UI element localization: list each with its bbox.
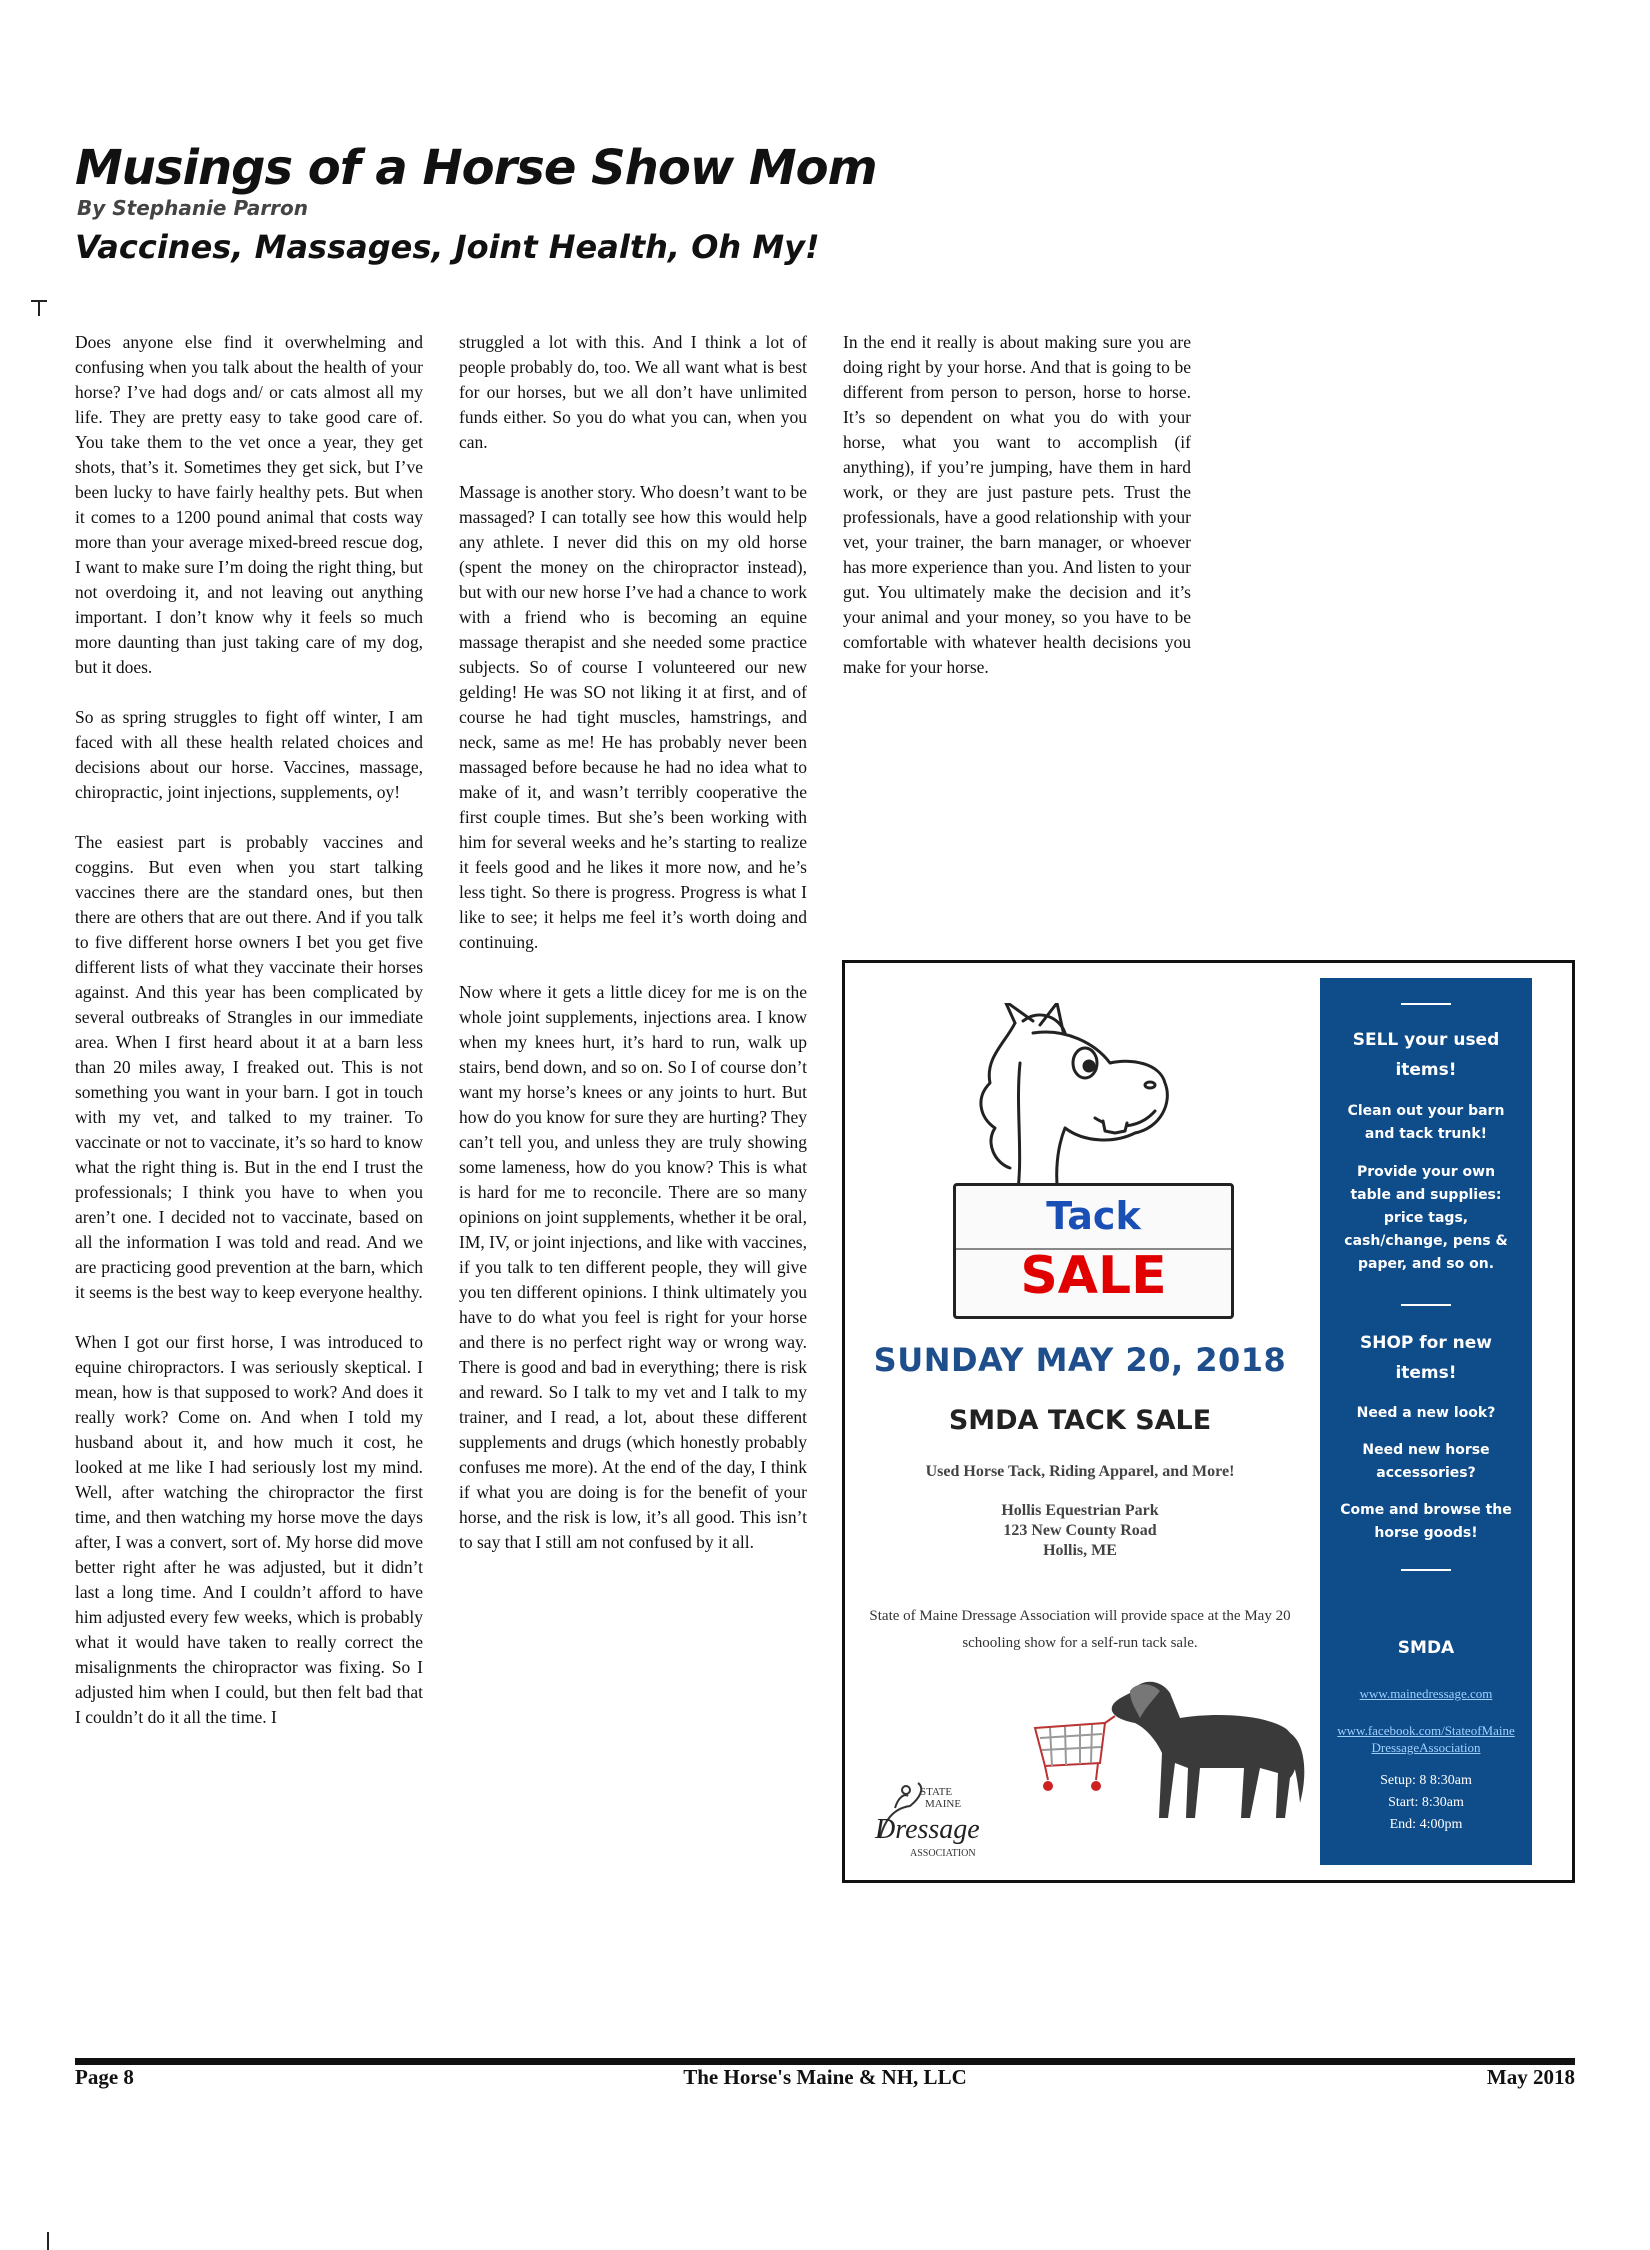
shop-text-3: Come and browse the horse goods! [1340,1502,1512,1541]
paragraph: Massage is another story. Who doesn’t want to be massaged? I can totally see how this would help any athlete. I never did this on my old horse (spent the money on the chiropractor instead), but with our new horse I’ve had a chance to work with a friend who is becoming an equine massage therapist and she needed some practice subjects. So of course I volunteered our new gelding! He was SO not liking it at first, and of course he had tight muscles, hamstrings, and neck, same as me! He has probably never been massaged before because he had no idea what to make of it, and wasn’t terribly cooperative the first couple times. But she’s been working with him for several weeks and he’s starting to realize it feels good and he likes it more now, and he’s less tight. So there is progress. Progress is what I like to see; it helps me feel it’s worth doing and continuing. [459,482,807,952]
footer-rule [75,2058,1575,2065]
logo-line-dressage: Dressage [875,1814,980,1845]
dark-horse-photo [1100,1673,1310,1823]
paragraph: In the end it really is about making sure you are doing right by your horse. And that is going to be different from person to person, horse to horse. It’s so dependent on what you do with your horse, what you want to accomplish (if anything), if you’re jumping, have them in hard work, or they are just pasture pets. Trust the professionals, have a good relationship with your vet, your trainer, the barn manager, or whoever has more experience than you. And listen to your gut. You ultimately make the decision and it’s your animal and your money, so you have to be comfortable with whatever health decisions you make for your horse. [843,332,1191,677]
paragraph: So as spring struggles to fight off winter, I am faced with all these health related choices and decisions about our horse. Vaccines, massage, chiropractic, joint injections, supplements, oy! [75,707,423,802]
paragraph: The easiest part is probably vaccines and coggins. But even when you start talking vaccines there are the standard ones, but then there are others that are out there. And if you talk to five different horse owners I bet you get five different lists of what they vaccinate their horses against. And this year has been complicated by several outbreaks of Strangles in our immediate area. When I first heard about it at a barn less than 20 miles away, I freaked out. This is not something you want in your barn. I got in touch with my vet, and talked to my trainer. To vaccinate or not to vaccinate, it’s so hard to know what the right thing is. But in the end I trust the professionals; I think you have to when you aren’t one. I decided not to vaccinate, based on all the information I was told and read. And we are practicing good prevention at the barn, which it seems is the best way to keep everyone healthy. [75,832,423,1302]
issue-date: May 2018 [1486,2065,1575,2089]
sale-heading: SMDA TACK SALE [948,1405,1212,1436]
paragraph: struggled a lot with this. And I think a lot of people probably do, too. We all want what is best for our horses, but we all don’t have unlimited funds either. So you do what you can, when you can. [459,332,807,452]
paragraph: Now where it gets a little dicey for me is on the whole joint supplements, injections area. I know when my knees hurt, it’s hard to run, walk up stairs, bend down, and so on. So I of course don’t want my horse’s knees or any joints to hurt. But how do you know for sure they are hurting? They can’t tell you, and unless they are truly showing some lameness, how do you know? This is what is hard for me to reconcile. There are so many opinions on joint supplements, whether it be oral, IM, IV, or joint injections, and like with vaccines, if you talk to ten different people, they will give you ten different opinions. I think ultimately you have to do what you feel is right for your horse and there is no perfect right way or wrong way. There is good and bad in everything; there is risk and reward. So I talk to my vet and I talk to my trainer, and I read, a lot, about these different supplements and drugs (which honestly probably confuses me more). At the end of the day, I think if what you are doing is for the benefit of your horse, and the risk is low, it’s all good. This isn’t to say that I still am not confused by it all. [459,982,807,1552]
page-number: Page 8 [75,2065,134,2089]
sell-text-2: Provide your own table and supplies: price tags, cash/change, pens & paper, and so on. [1344,1164,1508,1272]
sell-text-1: Clean out your barn and tack trunk! [1347,1103,1505,1142]
crop-mark [47,2232,49,2250]
tack-sale-advertisement [842,960,1575,1883]
venue-town: Hollis, ME [1043,1542,1117,1559]
smda-label: SMDA [1397,1638,1455,1658]
facebook-link[interactable]: www.facebook.com/StateofMaineDressageAssociation [1337,1723,1515,1755]
venue-name: Hollis Equestrian Park [1001,1502,1159,1519]
venue-street: 123 New County Road [1003,1522,1157,1539]
logo-line-state: STATE [920,1786,953,1798]
logo-line-association: ASSOCIATION [910,1848,976,1859]
sale-note: State of Maine Dressage Association will provide space at the May 20 schooling show for a self-run tack sale. [869,1608,1291,1651]
crop-mark [38,300,40,316]
article-subtitle: Vaccines, Massages, Joint Health, Oh My! [75,228,820,266]
paragraph: Does anyone else find it overwhelming and confusing when you talk about the health of your horse? I’ve had dogs and/ or cats almost all my life. They are pretty easy to take good care of. You take them to the vet once a year, they get shots, that’s it. Sometimes they get sick, but I’ve been lucky to have fairly healthy pets. But when it comes to a 1200 pound animal that costs way more than your average mixed-breed rescue dog, I want to make sure I’m doing the right thing, but not overdoing it, and not leaving out anything important. I don’t know why it feels so much more daunting than just taking care of my dog, but it does. [75,332,423,677]
ad-sidebar [1320,978,1532,1865]
sign-word-sale: SALE [1020,1246,1167,1306]
article-column-2 [459,330,807,1580]
logo-line-maine: MAINE [925,1798,962,1810]
website-link[interactable]: www.mainedressage.com [1359,1686,1493,1701]
sidebar-divider [1401,1003,1451,1005]
sale-subheading: Used Horse Tack, Riding Apparel, and More! [925,1463,1235,1480]
publication-name: The Horse's Maine & NH, LLC [683,2065,967,2089]
article-column-3 [843,330,1191,705]
ad-main-panel [845,963,1315,1880]
byline: By Stephanie Parron [77,196,309,220]
tack-sale-sign [953,1183,1234,1319]
paragraph: When I got our first horse, I was introduced to equine chiropractors. I was seriously skeptical. I mean, how is that supposed to work? And does it really work? Come on. And when I told my husband about it, and how much it cost, he looked at me like I had seriously lost my mind. Well, after watching the chiropractor the first time, and then watching my horse move the days after, I was a convert, sort of. My horse did move better right after he was adjusted, but it didn’t last a long time. And I couldn’t afford to have him adjusted every few weeks, which is probably what it would have taken to really correct the misalignments the chiropractor was fixing. So I adjusted him when I could, but then felt bad that I couldn’t do it all the time. I [75,1332,423,1727]
shop-heading: SHOP for new items! [1359,1333,1492,1383]
shop-text-2: Need new horse accessories? [1362,1442,1490,1481]
smda-logo [870,1778,1000,1868]
sell-heading: SELL your used items! [1352,1030,1500,1080]
sale-venue [845,1501,1315,1561]
crop-mark [31,300,47,302]
shop-text-1: Need a new look? [1356,1405,1496,1421]
sign-word-tack: Tack [1046,1194,1141,1238]
start-time: Start: 8:30am [1388,1795,1464,1810]
sidebar-divider [1401,1304,1451,1306]
article-column-1 [75,330,423,1755]
sidebar-divider [1401,1569,1451,1571]
setup-time: Setup: 8 8:30am [1380,1773,1472,1788]
end-time: End: 4:00pm [1389,1817,1463,1832]
sale-date: SUNDAY MAY 20, 2018 [873,1341,1287,1379]
page-title: Musings of a Horse Show Mom [75,140,877,196]
